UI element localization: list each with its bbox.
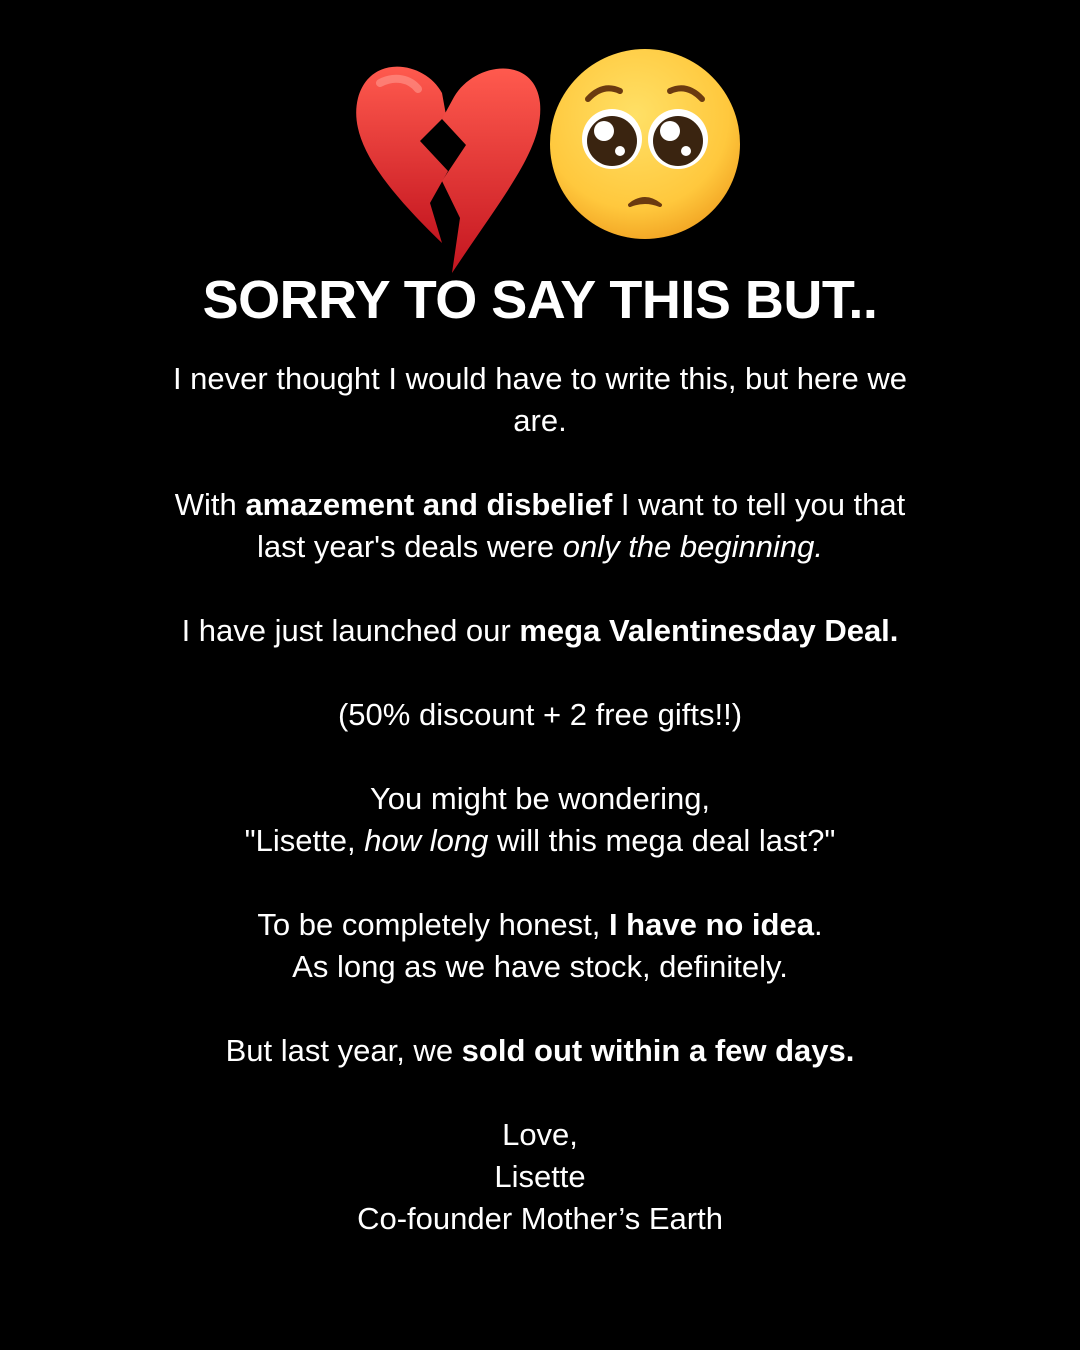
broken-heart-icon xyxy=(350,53,546,285)
italic-text: how long xyxy=(364,823,489,858)
headline: SORRY TO SAY THIS BUT.. xyxy=(202,270,878,330)
signoff-name: Lisette xyxy=(494,1159,586,1194)
text-segment: . xyxy=(813,907,823,942)
text-segment: With xyxy=(174,487,246,522)
text-line xyxy=(120,610,960,652)
paragraph-question xyxy=(120,778,960,862)
paragraph-honest xyxy=(120,904,960,988)
paragraph-offer xyxy=(120,694,960,736)
bold-text: amazement and disbelief xyxy=(245,487,613,522)
bold-text: sold out within a few days. xyxy=(461,1033,855,1068)
text-line xyxy=(120,526,960,568)
text-line xyxy=(120,904,960,946)
signoff-love: Love, xyxy=(502,1117,578,1152)
text-segment: "Lisette, xyxy=(244,823,365,858)
text-line: are. xyxy=(513,403,567,438)
bold-text: mega Valentinesday Deal. xyxy=(519,613,899,648)
letter-body xyxy=(120,358,960,1240)
text-line xyxy=(120,1030,960,1072)
text-segment: But last year, we xyxy=(225,1033,462,1068)
signoff-role: Co-founder Mother’s Earth xyxy=(357,1201,723,1236)
text-line: You might be wondering, xyxy=(369,781,711,816)
text-line xyxy=(120,820,960,862)
paragraph-intro xyxy=(120,358,960,442)
text-line: I never thought I would have to write this, but here we xyxy=(172,361,908,396)
text-segment: I have just launched our xyxy=(181,613,520,648)
text-segment: To be completely honest, xyxy=(257,907,609,942)
paragraph-amazement xyxy=(120,484,960,568)
emoji-row xyxy=(0,45,1080,245)
signoff xyxy=(120,1114,960,1240)
italic-text: only the beginning. xyxy=(562,529,823,564)
paragraph-sold-out xyxy=(120,1030,960,1072)
text-line: (50% discount + 2 free gifts!!) xyxy=(337,697,743,732)
bold-text: I have no idea xyxy=(608,907,814,942)
pleading-face-icon xyxy=(548,47,742,241)
text-line: As long as we have stock, definitely. xyxy=(292,949,788,984)
paragraph-launch xyxy=(120,610,960,652)
text-segment: last year's deals were xyxy=(257,529,563,564)
text-segment: I want to tell you that xyxy=(612,487,906,522)
text-segment: will this mega deal last?" xyxy=(488,823,836,858)
text-line xyxy=(120,484,960,526)
